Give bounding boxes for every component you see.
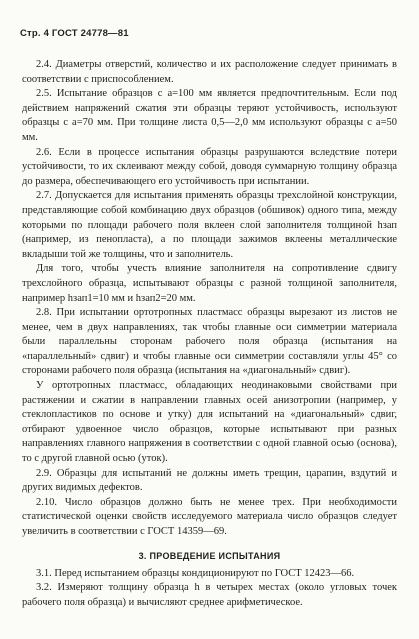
- paragraph-2-8-continued: У ортотропных пластмасс, обладающих неодинаковыми свойствами при растяжении и сжатии в направлении главных осей анизотропии (например, у стеклопластиков по основе и утку) для испытаний на «диагональный» сдвиг, отбирают удвоенное число образцов, которые испытывают при разных направлениях главного напряжения в соответствии с одной главной осью (основа), то с другой главной осью (уток).: [22, 380, 397, 465]
- paragraph-2-10: 2.10. Число образцов должно быть не менее трех. При необходимости статистической оценки свойств исследуемого материала число образцов следует увеличить в соответствии с ГОСТ 14359—69.: [22, 496, 397, 537]
- paragraph-3-1: 3.1. Перед испытанием образцы кондиционируют по ГОСТ 12423—66.: [36, 567, 355, 579]
- page-body: [22, 58, 397, 610]
- section-title: 3. ПРОВЕДЕНИЕ ИСПЫТАНИЯ: [138, 550, 281, 561]
- paragraph-2-6: 2.6. Если в процессе испытания образцы разрушаются вследствие потери устойчивости, то их склеивают между собой, доводя суммарную толщину образца до размера, обеспечивающего его устойчивость при испытании.: [22, 146, 397, 187]
- paragraph-2-7: 2.7. Допускается для испытания применять образцы трехслойной конструкции, представляющие собой комбинацию двух образцов (обшивок) одного типа, между которыми по площади рабочего поля вклеен слой заполнителя толщиной hзап (например, из пенопласта), а по площади зажимов вклеены металлические вкладыши той же толщины, что и заполнитель.: [22, 190, 397, 260]
- paragraph-2-7-continued: Для того, чтобы учесть влияние заполнителя на сопротивление сдвигу трехслойного образца, испытывают образцы с разной толщиной заполнителя, например hзап1=10 мм и hзап2=20 мм.: [22, 263, 397, 304]
- paragraph-2-5: 2.5. Испытание образцов с a=100 мм является предпочтительным. Если под действием напряжений сжатия эти образцы теряют устойчивость, используют образцы с a=70 мм. При толщине листа 0,5—2,0 мм используют образцы с a=50 мм.: [22, 88, 397, 143]
- paragraph-2-9: 2.9. Образцы для испытаний не должны иметь трещин, царапин, вздутий и других видимых дефектов.: [22, 467, 397, 494]
- page-header: Стр. 4 ГОСТ 24778—81: [20, 28, 129, 39]
- paragraph-2-8: 2.8. При испытании ортотропных пластмасс образцы вырезают из листов не менее, чем в двух направлениях, так чтобы главные оси симметрии материала были параллельны сторонам рабочего поля образца (испытания на «параллельный» сдвиг) и чтобы главные оси симметрии составляли углы 45° со сторонами рабочего поля образца (испытания на «диагональный» сдвиг).: [22, 307, 397, 377]
- paragraph-3-2: 3.2. Измеряют толщину образца h в четырех местах (около угловых точек рабочего поля образца) и вычисляют среднее арифметическое.: [22, 582, 397, 608]
- paragraph-2-4: 2.4. Диаметры отверстий, количество и их расположение следует принимать в соответствии с приспособлением.: [22, 59, 397, 85]
